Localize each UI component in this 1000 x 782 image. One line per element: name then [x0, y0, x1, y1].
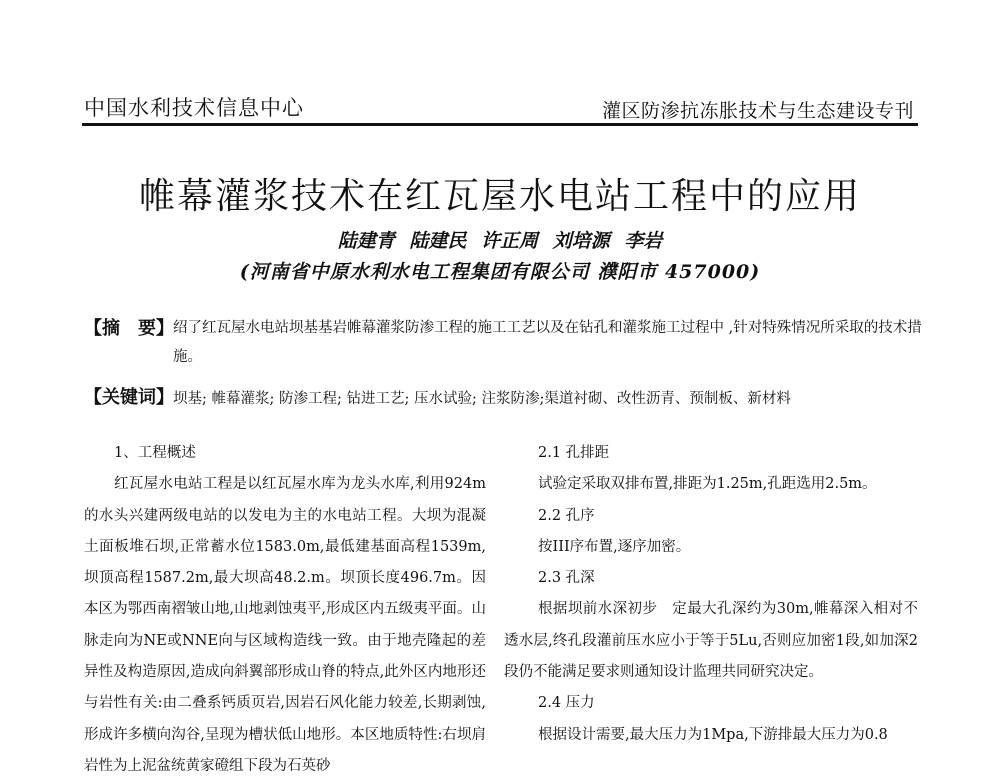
subsection-text-depth: 根据坝前水深初步 定最大孔深约为30m,帷幕深入相对不透水层,终孔段灌前压水应小于等于5Lu,否则应加密1段,如加深2段仍不能满足要求则通知设计监理共同研究决定。 — [504, 601, 918, 681]
subsection-heading-spacing: 2.1 孔排距 — [538, 445, 610, 461]
section-heading-overview: 1、工程概述 — [114, 445, 196, 461]
affiliation: (河南省中原水利水电工程集团有限公司 濮阳市 457000) — [239, 261, 761, 283]
subsection-text-pressure: 根据设计需要,最大压力为1Mpa,下游排最大压力为0.8 — [538, 726, 888, 743]
keywords-label: 【关键词】 — [84, 387, 174, 408]
subsection-text-order: 按III序布置,逐序加密。 — [538, 538, 691, 555]
subsection-heading-order: 2.2 孔序 — [538, 507, 595, 524]
abstract-label: 【摘 要】 — [84, 318, 174, 339]
header-rule — [82, 123, 918, 126]
running-header-right: 灌区防渗抗冻胀技术与生态建设专刊 — [601, 100, 914, 122]
overview-paragraph: 红瓦屋水电站工程是以红瓦屋水库为龙头水库,利用924m的水头兴建两级电站的以发电为主的水电站工程。大坝为混凝土面板堆石坝,正常蓄水位1583.0m,最低建基面高程1539m,坝顶高程1587.2m,最大坝高48.2.m。坝顶长度496.7m。因本区为鄂西南褶皱山地,山地剥蚀夷平,形成区内五级夷平面。山脉走向为NE或NNE向与区域构造线一致。由于地壳隆起的差异性及构造原因,造成向斜翼部形成山脊的特点,此外区内地形还与岩性有关:由二叠系钙质页岩,因岩石风化能力较差,长期剥蚀,形成许多横向沟谷,呈现为槽状低山地形。本区地质特性:右坝肩岩性为上泥盆统黄家磴组下段为石英砂 — [84, 476, 486, 774]
author-list: 陆建青 陆建民 许正周 刘培源 李岩 — [337, 230, 663, 252]
keywords-text: 坝基; 帷幕灌浆; 防渗工程; 钻进工艺; 压水试验; 注浆防渗;渠道衬砌、改性沥青、预制板、新材料 — [173, 391, 791, 407]
running-header-left: 中国水利技术信息中心 — [84, 96, 304, 120]
subsection-heading-depth: 2.3 孔深 — [538, 570, 595, 587]
paper-title: 帷幕灌浆技术在红瓦屋水电站工程中的应用 — [138, 176, 861, 217]
right-column — [504, 438, 918, 751]
subsection-heading-pressure: 2.4 压力 — [538, 695, 595, 712]
abstract-text: 绍了红瓦屋水电站坝基基岩帷幕灌浆防渗工程的施工工艺以及在钻孔和灌浆施工过程中 ,针对特殊情况所采取的技术措施。 — [173, 320, 922, 365]
subsection-text-spacing: 试验定采取双排布置,排距为1.25m,孔距选用2.5m。 — [538, 476, 877, 493]
left-column — [84, 438, 486, 782]
